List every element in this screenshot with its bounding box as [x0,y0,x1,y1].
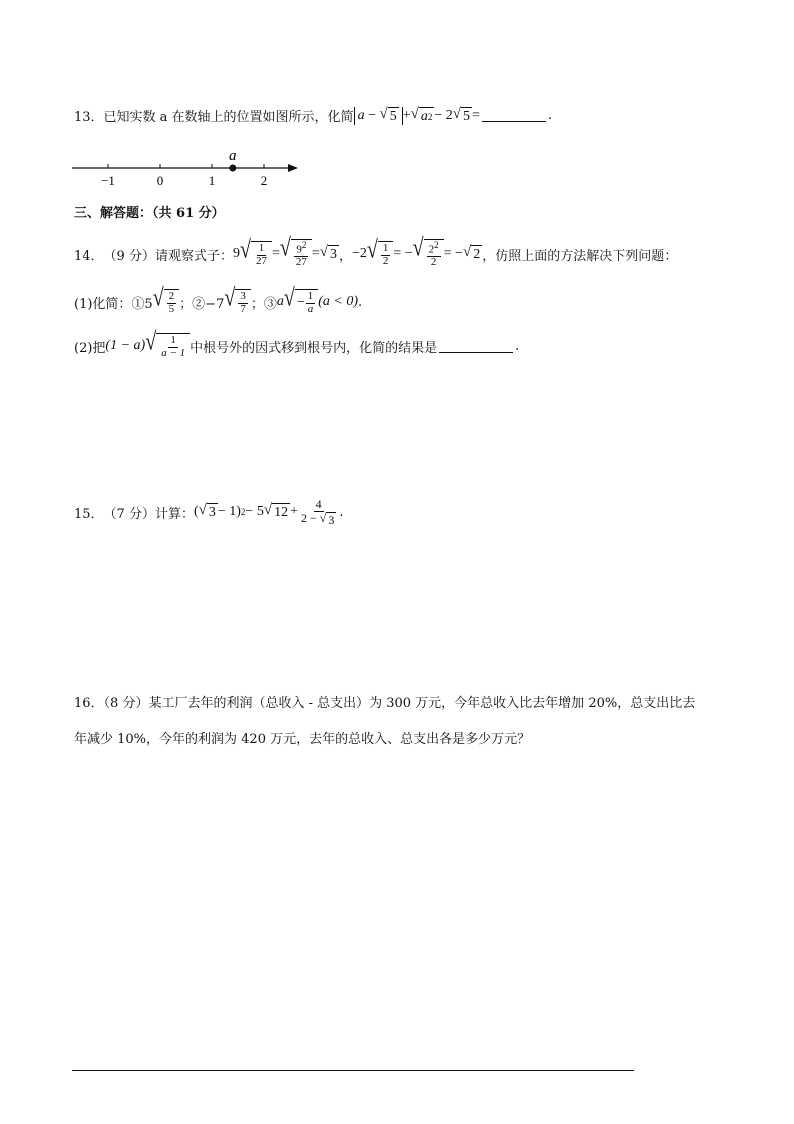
answer-blank[interactable] [482,109,546,122]
answer-blank[interactable] [439,340,513,353]
question-14-part-1: (1)化简：①5 √ $\frac{2}{5}$ ；②−7 √ $\frac{3}{7}$ ；③ a √ − $\frac{1}{a}$ (a < 0) . [74,284,363,315]
q15-number: 15． [74,506,104,522]
q13-expression: a − √ 5 + √ a 2 − 2 √ 5 = [354,107,480,125]
tick-label: 0 [156,173,164,188]
question-15: 15． （7 分）计算： ( √ 3 − 1) 2 − 5 √ 12 + 4 2 − √ 3 . [74,496,344,527]
sqrt-sign: √ a 2 [410,105,433,124]
tick-label: −1 [101,173,115,188]
tick-label: 1 [208,173,216,188]
q14-score: （9 分）请观察式子： [103,248,233,264]
q14-example-1: 9 √ $\frac{1}{27}$ = √ $\frac{9^2}{27}$ = √ 3 [232,234,337,269]
sqrt-sign: √ 5 [379,105,397,124]
q16-line-2: 年减少 10%，今年的利润为 420 万元，去年的总收入、总支出各是多少万元？ [74,732,531,747]
q15-expression: ( √ 3 − 1) 2 − 5 √ 12 + 4 2 − √ 3 [193,496,335,527]
sqrt-sign: √ 5 [452,105,470,124]
absolute-value: a − √ 5 [354,107,403,125]
point-a-label: a [229,148,237,164]
q13-number: 13． [74,110,104,125]
number-line [70,148,310,190]
q16-line-1: 16．（8 分）某工厂去年的利润（总收入 - 总支出）为 300 万元，今年总收入比去年增加 20%，总支出比去 [74,696,696,711]
question-16 [74,686,724,758]
section-heading: 三、解答题：（共 61 分） [74,206,225,221]
arrow-icon [288,164,298,172]
point-a [229,165,236,172]
question-14: 14． （9 分）请观察式子： 9 √ $\frac{1}{27}$ = √ $\frac{9^2}{27}$ = √ 3 ， −2 √ $\frac{1}{2}$ = − √ $\frac{2^2}{2}$ = − √ 2 ，仿照上面的方法解决下列问题： [74,234,678,269]
question-13: 13． 已知实数 a 在数轴上的位置如图所示，化简 a − √ 5 + √ a 2 − 2 √ 5 = . [74,105,553,125]
question-14-part-2: (2)把 (1 − a) √ $\frac{1}{a - 1}$ 中根号外的因式移到根号内，化简的结果是 . [74,328,520,359]
q14-number: 14． [74,248,104,264]
q14-example-2: −2 √ $\frac{1}{2}$ = − √ $\frac{2^2}{2}$ = − √ 2 [351,234,481,269]
footer-rule [72,1070,634,1071]
q13-text: 已知实数 a 在数轴上的位置如图所示，化简 [103,110,354,125]
q14-instruction: ，仿照上面的方法解决下列问题： [482,248,678,264]
tick-label: 2 [260,173,268,188]
